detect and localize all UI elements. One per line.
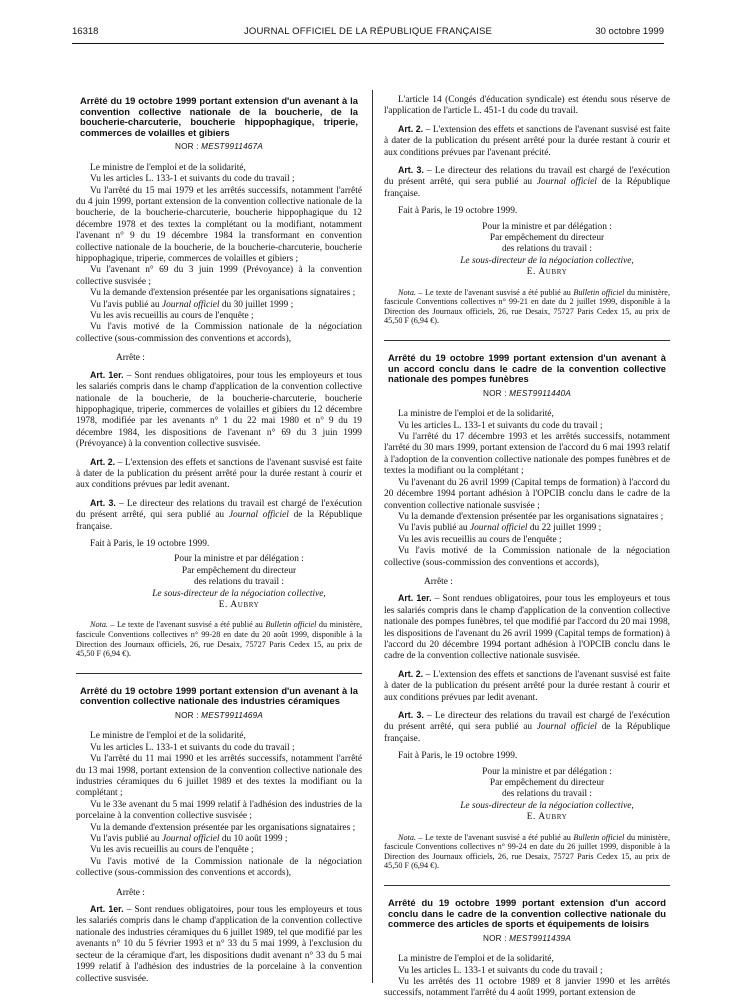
nota-label: Nota.	[398, 832, 416, 842]
signature-place-date: Fait à Paris, le 19 octobre 1999.	[398, 206, 518, 217]
signature-line: Pour la ministre et par délégation :	[482, 766, 612, 777]
visa-paragraph: Vu les avis recueillis au cours de l'enquête ;	[90, 845, 254, 856]
article-text: – Sont rendues obligatoires, pour tous les employeurs et tous les salariés compris dans le champ d'application de la convention collective nationale des pompes funèbres, tel que modifié par l'accord du 20 mai 1998, les dispositions de l'avenant du 26 avril 1999 (Capital temps de formation) à l'accord du 20 décembre 1994 portant adhésion à l'OPCIB conclu dans le cadre de la convention collective nationale susvisée.	[384, 594, 671, 662]
article-paragraph: L'article 14 (Congés d'éducation syndicale) est étendu sous réserve de l'application de l'article L. 451-1 du code du travail.	[384, 95, 670, 117]
visa-paragraph: Vu l'avenant du 26 avril 1999 (Capital temps de formation) à l'accord du 20 décembre 1994 portant adhésion à l'OPCIB conclu dans le cadre de la convention collective nationale susvisée ;	[384, 477, 670, 511]
decree-ceramiques-continued	[384, 95, 670, 326]
signature-line: Pour la ministre et par délégation :	[482, 221, 612, 232]
nor-prefix: NOR :	[174, 142, 202, 152]
signature-line: des relations du travail :	[501, 244, 593, 255]
visa-paragraph: La ministre de l'emploi et de la solidarité,	[398, 409, 554, 420]
signature-line: des relations du travail :	[501, 789, 593, 800]
article-paragraph	[384, 165, 670, 200]
visa-paragraph: Vu la demande d'extension présentée par les organisations signataires ;	[90, 288, 356, 299]
article-paragraph	[76, 370, 362, 451]
nota-label: Nota.	[90, 620, 108, 630]
nota-paragraph	[384, 288, 670, 326]
nor-reference	[76, 710, 362, 721]
visa-paragraph: La ministre de l'emploi et de la solidarité,	[398, 954, 554, 965]
article-text: de la République française.	[384, 177, 670, 199]
visa-paragraph: Vu l'arrêté du 17 décembre 1993 et les arrêtés successifs, notamment l'arrêté du 30 mars 1999, portant extension de l'accord du 6 mai 1993 relatif à l'adoption de la convention collective nationale des pompes funèbres et de textes la modifiant ou la complétant ;	[384, 432, 670, 477]
page-header	[72, 26, 664, 42]
signatory-title: Le sous-directeur de la négociation collective,	[460, 800, 634, 811]
signatory-title: Le sous-directeur de la négociation collective,	[152, 588, 326, 599]
article-text: – L'extension des effets et sanctions de l'avenant susvisé est faite à dater de la publication du présent arrêté pour la durée restant à courir et aux conditions prévues par l'avenant précité.	[384, 124, 670, 158]
text-run: du 22 juillet 1999 ;	[527, 523, 602, 534]
article-label: Art. 1er.	[90, 369, 124, 380]
text-run: Vu l'avis publié au	[90, 834, 162, 845]
article-text: – Sont rendues obligatoires, pour tous les employeurs et tous les salariés compris dans le champ d'application de la convention collective nationale de la boucherie, de la boucherie-charcuterie, boucherie hippophagique, triperie, commerces de volailles et gibiers du 12 décembre 1978, modifiée par les avenants n° 1 du 22 mai 1980 et n° 9 du 19 décembre 1984, les dispositions de l'avenant n° 69 du 3 juin 1999 (Prévoyance) à la convention collective susvisée.	[76, 370, 362, 450]
signatory-name: E. Aubry	[526, 267, 568, 278]
journal-title: JOURNAL OFFICIEL DE LA RÉPUBLIQUE FRANÇAISE	[243, 26, 493, 37]
article-paragraph	[76, 904, 362, 985]
visa-paragraph: Le ministre de l'emploi et de la solidarité,	[90, 731, 246, 742]
nor-code: MEST9911440A	[509, 388, 572, 398]
nor-code: MEST9911467A	[201, 142, 264, 152]
arrete-heading: Arrête :	[116, 887, 145, 898]
issue-date: 30 octobre 1999	[595, 26, 664, 37]
nota-text: – Le texte de l'avenant susvisé a été publié au	[415, 287, 574, 297]
signatory-name: E. Aubry	[218, 600, 260, 610]
visa-paragraph: Vu les articles L. 133-1 et suivants du code du travail ;	[90, 742, 295, 753]
decree-title: Arrêté du 19 octobre 1999 portant extension d'un avenant à un accord conclu dans le cadre de la convention collective nationale des pompes funèbres	[388, 352, 666, 385]
visa-paragraph: Vu les avis recueillis au cours de l'enquête ;	[398, 534, 562, 545]
header-rule	[72, 43, 664, 44]
visa-paragraph: Vu l'avis motivé de la Commission nationale de la négociation collective (sous-commission des conventions et accords),	[384, 546, 670, 568]
signature-block	[424, 767, 670, 824]
bulletin-reference: Bulletin officiel	[265, 620, 317, 630]
section-divider	[76, 673, 362, 674]
text-run: du 10 août 1999 ;	[219, 834, 288, 845]
article-text: – Sont rendues obligatoires, pour tous les employeurs et tous les salariés compris dans le champ d'application de la convention collective nationale des industries céramiques du 6 juillet 1989, tel que modifié par les avenants n° 10 du 5 février 1993 et n° 33 du 5 mai 1999, à l'exclusion du secteur de la céramique d'art, les dispositions dudit avenant n° 33 du 5 mai 1999 relatif à l'adhésion des industries de la porcelaine à la convention collective susvisée.	[76, 905, 362, 984]
signature-block	[116, 554, 362, 611]
decree-pompes-funebres	[384, 353, 670, 871]
nota-text: – Le texte de l'avenant susvisé a été publié au	[415, 832, 574, 842]
nor-reference	[76, 141, 362, 152]
visa-paragraph: Vu les arrêtés des 11 octobre 1989 et 8 janvier 1990 et les arrêtés successifs, notamment l'arrêté du 4 août 1999, portant extension de	[384, 977, 670, 999]
nor-code: MEST9911439A	[509, 933, 572, 943]
journal-reference: Journal officiel	[536, 177, 597, 188]
bulletin-reference: Bulletin officiel	[573, 287, 625, 297]
visa-paragraph: Vu les articles L. 133-1 et suivants du code du travail ;	[398, 965, 603, 976]
article-text: – Le directeur des relations du travail est chargé de l'exécution du présent arrêté, qui sera publié au	[384, 711, 670, 733]
article-paragraph	[76, 457, 362, 492]
decree-articles-de-sports	[384, 898, 670, 1000]
visa-paragraph: Le ministre de l'emploi et de la solidarité,	[90, 162, 246, 173]
signatory-name: E. Aubry	[526, 812, 568, 823]
decree-title: Arrêté du 19 octobre 1999 portant extension d'un avenant à la convention collective nationale de la boucherie, de la boucherie-charcuterie, boucherie hippophagique, triperie, commerces de volailles et gibiers	[80, 95, 358, 138]
journal-reference: Journal officiel	[469, 523, 528, 534]
article-label: Art. 3.	[90, 497, 116, 508]
visa-paragraph: Vu l'avenant n° 69 du 3 juin 1999 (Prévoyance) à la convention collective susvisée ;	[76, 265, 362, 287]
article-label: Art. 2.	[398, 123, 424, 134]
article-paragraph	[384, 124, 670, 159]
nota-text: du ministère, fascicule Conventions collectives n° 99-24 en date du 26 juillet 1999, disponible à la Direction des Journaux officiels, 26, rue Desaix, 75727 Paris Cedex 15, au prix de 45,50 F (6,94 €).	[384, 832, 670, 871]
nor-prefix: NOR :	[482, 388, 510, 398]
visa-paragraph	[384, 523, 670, 534]
visa-paragraph: Vu l'arrêté du 15 mai 1979 et les arrêtés successifs, notamment l'arrêté du 4 juin 1999, portant extension de la convention collective nationale de la boucherie, de la boucherie-charcuterie, boucherie hippophagique du 12 décembre 1978 et des textes la complétant ou la modifiant, notamment l'avenant n° 9 du 19 décembre 1984 la transformant en convention collective nationale de la boucherie, de la boucherie-charcuterie, boucherie hippophagique, triperie, commerces de volailles et gibiers ;	[76, 185, 362, 265]
journal-reference: Journal officiel	[161, 299, 220, 310]
column-separator	[372, 90, 373, 983]
article-paragraph	[384, 593, 670, 662]
article-text: – L'extension des effets et sanctions de l'avenant susvisé est faite à dater de la publication du présent arrêté pour la durée restant à courir et aux conditions prévues par ledit avenant.	[384, 669, 670, 703]
arrete-heading: Arrête :	[116, 353, 145, 364]
journal-reference: Journal officiel	[161, 834, 220, 845]
article-paragraph	[76, 498, 362, 533]
visa-paragraph	[76, 834, 362, 845]
article-label: Art. 1er.	[90, 904, 124, 915]
nota-text: – Le texte de l'avenant susvisé a été publié au	[107, 620, 266, 630]
bulletin-reference: Bulletin officiel	[573, 832, 625, 842]
journal-reference: Journal officiel	[228, 510, 289, 521]
signature-block	[424, 222, 670, 279]
decree-title: Arrêté du 19 octobre 1999 portant extension d'un accord conclu dans le cadre de la convention collective nationale du commerce des articles de sports et équipements de loisirs	[388, 897, 666, 930]
visa-paragraph: Vu la demande d'extension présentée par les organisations signataires ;	[90, 822, 356, 833]
decree-ceramiques	[76, 686, 362, 985]
article-label: Art. 3.	[398, 710, 424, 720]
nota-label: Nota.	[398, 287, 416, 297]
text-run: Vu l'avis publié au	[398, 523, 470, 534]
nor-prefix: NOR :	[174, 710, 202, 720]
visa-paragraph: Vu l'arrêté du 11 mai 1990 et les arrêtés successifs, notamment l'arrêté du 13 mai 1998, portant extension de la convention collective nationale des industries céramiques du 6 juillet 1989 et des textes la modifiant ou la complétant ;	[76, 754, 362, 799]
article-text: – L'extension des effets et sanctions de l'avenant susvisé est faite à dater de la publication du présent arrêté pour la durée restant à courir et aux conditions prévues par ledit avenant.	[76, 457, 362, 491]
article-paragraph	[384, 669, 670, 704]
nor-prefix: NOR :	[482, 933, 510, 943]
section-divider	[384, 885, 670, 886]
visa-paragraph: Vu les articles L. 133-1 et suivants du code du travail ;	[90, 174, 295, 185]
visa-paragraph: Vu l'avis motivé de la Commission nationale de la négociation collective (sous-commission des conventions et accords),	[76, 322, 362, 344]
decree-title: Arrêté du 19 octobre 1999 portant extension d'un avenant à la convention collective nationale des industries céramiques	[80, 684, 358, 707]
signature-line: Par empêchement du directeur	[489, 778, 605, 789]
arrete-heading: Arrête :	[424, 576, 453, 587]
signature-place-date: Fait à Paris, le 19 octobre 1999.	[90, 538, 210, 549]
right-column	[384, 95, 670, 1000]
visa-paragraph: Vu les articles L. 133-1 et suivants du code du travail ;	[398, 420, 603, 431]
nor-reference	[384, 933, 670, 944]
text-run: Vu l'avis publié au	[90, 299, 162, 310]
signature-line: des relations du travail :	[193, 577, 285, 588]
article-paragraph	[384, 710, 670, 745]
article-text: de la République française.	[76, 510, 362, 532]
article-label: Art. 2.	[398, 668, 424, 679]
signature-place-date: Fait à Paris, le 19 octobre 1999.	[398, 751, 518, 762]
left-column	[76, 96, 362, 985]
article-label: Art. 1er.	[398, 593, 432, 604]
journal-reference: Journal officiel	[536, 722, 597, 733]
nor-code: MEST9911469A	[201, 710, 264, 720]
page-number: 16318	[72, 26, 99, 37]
text-run: du 30 juillet 1999 ;	[219, 299, 294, 310]
article-text: – Le directeur des relations du travail est chargé de l'exécution du présent arrêté, qui sera publié au	[384, 166, 670, 188]
visa-paragraph: Vu l'avis motivé de la Commission nationale de la négociation collective (sous-commission des conventions et accords),	[76, 856, 362, 879]
visa-paragraph: Vu le 33e avenant du 5 mai 1999 relatif à l'adhésion des industries de la porcelaine à la convention collective susvisée ;	[76, 799, 362, 822]
article-text: de la République française.	[384, 722, 670, 744]
nota-paragraph	[384, 833, 670, 871]
article-label: Art. 2.	[90, 456, 116, 467]
visa-paragraph: Vu la demande d'extension présentée par les organisations signataires ;	[398, 511, 664, 522]
signature-line: Par empêchement du directeur	[489, 233, 605, 244]
signature-line: Pour la ministre et par délégation :	[174, 554, 304, 565]
decree-boucherie	[76, 96, 362, 659]
visa-paragraph	[76, 300, 362, 311]
signature-line: Par empêchement du directeur	[181, 565, 297, 576]
nota-text: du ministère, fascicule Conventions collectives n° 99-28 en date du 20 août 1999, disponible à la Direction des Journaux officiels, 26, rue Desaix, 75727 Paris Cedex 15, au prix de 45,50 F (6,94 €).	[76, 620, 362, 659]
visa-paragraph: Vu les avis recueillis au cours de l'enquête ;	[90, 311, 254, 322]
nota-paragraph	[76, 620, 362, 658]
section-divider	[384, 340, 670, 341]
signatory-title: Le sous-directeur de la négociation collective,	[460, 255, 634, 266]
nor-reference	[384, 388, 670, 399]
article-label: Art. 3.	[398, 165, 424, 176]
article-text: – Le directeur des relations du travail est chargé de l'exécution du présent arrêté, qui sera publié au	[76, 498, 362, 521]
nota-text: du ministère, fascicule Conventions collectives n° 99-21 en date du 2 juillet 1999, disponible à la Direction des Journaux officiels, 26, rue Desaix, 75727 Paris Cedex 15, au prix de 45,50 F (6,94 €).	[384, 287, 670, 326]
